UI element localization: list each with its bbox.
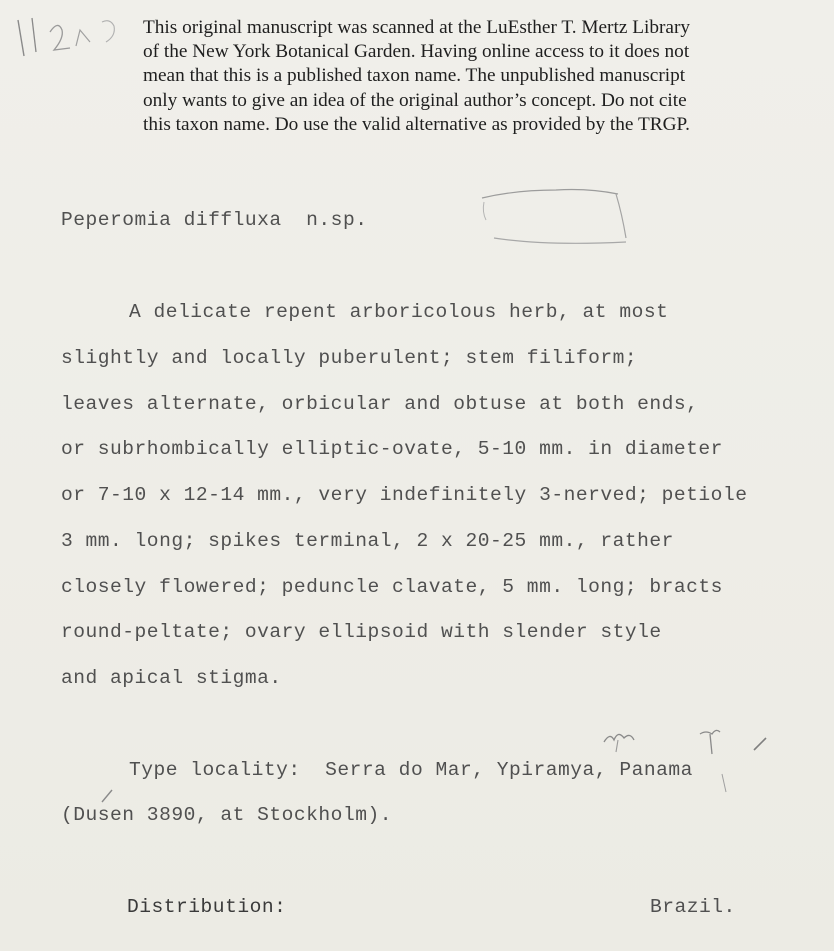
description-line: or subrhombically elliptic-ovate, 5-10 mm. in diameter bbox=[61, 438, 723, 460]
description-line: slightly and locally puberulent; stem filiform; bbox=[61, 347, 638, 369]
type-locality-line: Type locality: Serra do Mar, Ypiramya, Panama bbox=[129, 759, 693, 781]
description-line: round-peltate; ovary ellipsoid with slender style bbox=[61, 621, 662, 643]
notice-line: only wants to give an idea of the original author’s concept. Do not cite bbox=[143, 89, 687, 111]
pencil-number-mark bbox=[10, 12, 130, 92]
notice-line: this taxon name. Do use the valid alternative as provided by the TRGP. bbox=[143, 113, 690, 135]
scan-notice bbox=[143, 16, 783, 137]
description-line: 3 mm. long; spikes terminal, 2 x 20-25 mm., rather bbox=[61, 530, 674, 552]
pencil-box-mark bbox=[476, 180, 636, 252]
description-line: or 7-10 x 12-14 mm., very indefinitely 3-nerved; petiole bbox=[61, 484, 748, 506]
notice-line: of the New York Botanical Garden. Having online access to it does not bbox=[143, 41, 690, 63]
species-title: Peperomia diffluxa n.sp. bbox=[61, 209, 368, 231]
distribution-value: Brazil. bbox=[650, 896, 736, 918]
description-line: A delicate repent arboricolous herb, at most bbox=[129, 301, 669, 323]
type-locality-line: (Dusen 3890, at Stockholm). bbox=[61, 804, 392, 826]
notice-line: This original manuscript was scanned at the LuEsther T. Mertz Library bbox=[143, 17, 691, 38]
distribution-label: Distribution: bbox=[127, 896, 287, 918]
description-line: and apical stigma. bbox=[61, 667, 282, 689]
description-line: leaves alternate, orbicular and obtuse at both ends, bbox=[61, 393, 699, 415]
notice-line: mean that this is a published taxon name. The unpublished manuscript bbox=[143, 65, 686, 87]
description-line: closely flowered; peduncle clavate, 5 mm. long; bracts bbox=[61, 576, 723, 598]
